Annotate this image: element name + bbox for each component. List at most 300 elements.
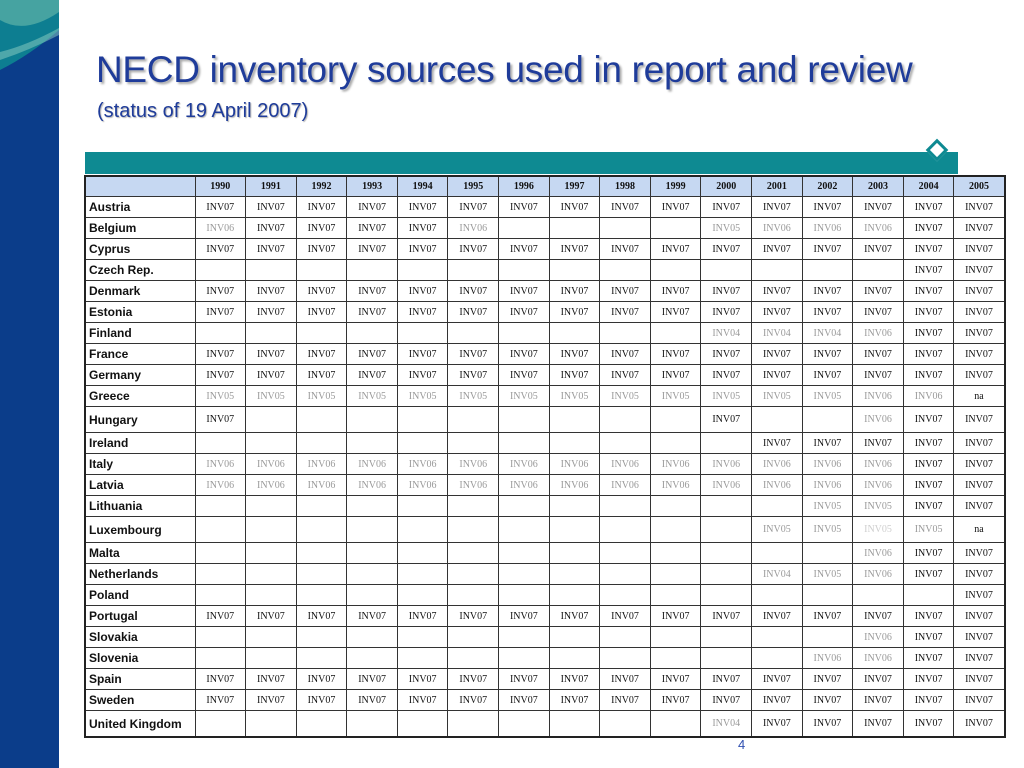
inventory-cell: [296, 407, 347, 433]
inventory-cell: INV05: [347, 386, 398, 407]
inventory-cell: [903, 585, 954, 606]
inventory-cell: [296, 323, 347, 344]
inventory-cell: INV06: [549, 475, 600, 496]
inventory-cell: [448, 564, 499, 585]
country-cell: Czech Rep.: [85, 260, 195, 281]
inventory-cell: [296, 648, 347, 669]
country-cell: Finland: [85, 323, 195, 344]
country-cell: Slovakia: [85, 627, 195, 648]
inventory-cell: [448, 433, 499, 454]
inventory-cell: INV07: [903, 606, 954, 627]
inventory-cell: INV07: [246, 218, 297, 239]
inventory-cell: INV07: [246, 281, 297, 302]
inventory-cell: [347, 543, 398, 564]
inventory-cell: INV07: [954, 564, 1005, 585]
inventory-cell: INV07: [752, 344, 803, 365]
country-cell: Poland: [85, 585, 195, 606]
inventory-cell: INV07: [448, 669, 499, 690]
inventory-cell: INV07: [600, 197, 651, 218]
inventory-cell: [195, 627, 246, 648]
inventory-cell: INV04: [802, 323, 853, 344]
inventory-cell: INV05: [246, 386, 297, 407]
inventory-cell: INV07: [397, 218, 448, 239]
inventory-cell: INV07: [448, 239, 499, 260]
inventory-cell: INV05: [650, 386, 701, 407]
inventory-cell: INV07: [802, 690, 853, 711]
inventory-cell: INV07: [903, 496, 954, 517]
inventory-cell: [549, 323, 600, 344]
year-header-2001: 2001: [752, 176, 803, 197]
inventory-cell: [195, 517, 246, 543]
inventory-cell: [448, 711, 499, 738]
inventory-cell: INV07: [549, 239, 600, 260]
inventory-cell: INV04: [701, 711, 752, 738]
inventory-cell: [397, 517, 448, 543]
inventory-cell: INV07: [701, 302, 752, 323]
inventory-cell: INV07: [600, 281, 651, 302]
inventory-cell: [397, 711, 448, 738]
inventory-cell: INV07: [954, 606, 1005, 627]
country-cell: Austria: [85, 197, 195, 218]
inventory-cell: [600, 496, 651, 517]
country-cell: Estonia: [85, 302, 195, 323]
inventory-cell: [499, 496, 550, 517]
inventory-cell: INV07: [701, 606, 752, 627]
inventory-cell: INV06: [448, 475, 499, 496]
inventory-cell: [246, 564, 297, 585]
slide-subtitle: (status of 19 April 2007): [97, 100, 309, 122]
inventory-cell: INV07: [954, 344, 1005, 365]
inventory-cell: [246, 627, 297, 648]
inventory-cell: [246, 585, 297, 606]
inventory-cell: [195, 585, 246, 606]
inventory-cell: INV07: [499, 281, 550, 302]
inventory-cell: INV07: [195, 365, 246, 386]
year-header-1998: 1998: [600, 176, 651, 197]
inventory-cell: INV07: [853, 606, 904, 627]
inventory-cell: INV05: [195, 386, 246, 407]
header-divider-bar: [85, 152, 958, 174]
inventory-cell: INV07: [903, 323, 954, 344]
inventory-cell: INV07: [499, 239, 550, 260]
inventory-cell: INV06: [296, 475, 347, 496]
inventory-cell: [600, 218, 651, 239]
table-row-czech-rep: [85, 260, 1005, 281]
inventory-cell: [752, 585, 803, 606]
inventory-cell: [701, 627, 752, 648]
inventory-cell: [195, 648, 246, 669]
inventory-cell: INV07: [903, 433, 954, 454]
inventory-cell: INV06: [195, 475, 246, 496]
inventory-cell: INV06: [853, 475, 904, 496]
country-cell: Portugal: [85, 606, 195, 627]
inventory-cell: [549, 564, 600, 585]
inventory-cell: [246, 517, 297, 543]
inventory-table-body: [85, 197, 1005, 738]
inventory-cell: INV07: [347, 302, 398, 323]
inventory-cell: INV07: [954, 648, 1005, 669]
inventory-cell: INV04: [752, 323, 803, 344]
inventory-cell: INV07: [448, 281, 499, 302]
inventory-cell: INV07: [954, 323, 1005, 344]
inventory-cell: [499, 218, 550, 239]
inventory-cell: INV07: [903, 197, 954, 218]
inventory-cell: INV05: [701, 218, 752, 239]
inventory-cell: INV07: [549, 197, 600, 218]
inventory-cell: INV07: [903, 711, 954, 738]
inventory-cell: [296, 433, 347, 454]
inventory-cell: INV06: [549, 454, 600, 475]
inventory-cell: INV06: [448, 218, 499, 239]
inventory-cell: INV07: [954, 669, 1005, 690]
country-cell: Spain: [85, 669, 195, 690]
inventory-cell: INV06: [397, 475, 448, 496]
inventory-cell: [448, 627, 499, 648]
inventory-cell: INV07: [296, 365, 347, 386]
table-row-germany: [85, 365, 1005, 386]
inventory-table: [84, 175, 1006, 738]
inventory-cell: INV07: [347, 218, 398, 239]
inventory-cell: INV07: [650, 690, 701, 711]
inventory-cell: INV05: [752, 386, 803, 407]
inventory-cell: INV07: [954, 475, 1005, 496]
inventory-cell: [752, 627, 803, 648]
inventory-cell: [650, 711, 701, 738]
inventory-cell: INV05: [549, 386, 600, 407]
inventory-cell: INV07: [397, 281, 448, 302]
inventory-cell: INV06: [853, 454, 904, 475]
inventory-cell: INV07: [296, 197, 347, 218]
inventory-cell: INV07: [954, 239, 1005, 260]
inventory-cell: [499, 564, 550, 585]
inventory-cell: INV07: [448, 197, 499, 218]
inventory-cell: [549, 711, 600, 738]
inventory-cell: [650, 407, 701, 433]
inventory-cell: INV06: [347, 475, 398, 496]
inventory-cell: INV07: [752, 365, 803, 386]
inventory-cell: INV07: [903, 627, 954, 648]
table-row-estonia: [85, 302, 1005, 323]
inventory-cell: INV07: [246, 197, 297, 218]
inventory-cell: [195, 543, 246, 564]
inventory-cell: INV07: [650, 239, 701, 260]
inventory-cell: [600, 564, 651, 585]
year-header-2000: 2000: [701, 176, 752, 197]
inventory-cell: [650, 323, 701, 344]
year-header-1991: 1991: [246, 176, 297, 197]
inventory-cell: INV07: [347, 197, 398, 218]
year-header-1992: 1992: [296, 176, 347, 197]
inventory-cell: [600, 543, 651, 564]
inventory-cell: INV07: [853, 690, 904, 711]
inventory-cell: INV07: [296, 302, 347, 323]
inventory-cell: INV07: [954, 365, 1005, 386]
inventory-cell: [347, 585, 398, 606]
inventory-cell: INV07: [752, 281, 803, 302]
inventory-cell: INV07: [903, 239, 954, 260]
inventory-cell: INV05: [752, 517, 803, 543]
inventory-cell: INV05: [802, 564, 853, 585]
inventory-cell: INV07: [802, 302, 853, 323]
inventory-cell: [600, 407, 651, 433]
table-row-latvia: [85, 475, 1005, 496]
inventory-cell: [701, 496, 752, 517]
inventory-cell: INV06: [397, 454, 448, 475]
country-cell: Germany: [85, 365, 195, 386]
inventory-cell: INV07: [650, 365, 701, 386]
inventory-cell: INV05: [853, 517, 904, 543]
inventory-table-container: [84, 175, 1004, 738]
inventory-cell: INV06: [853, 543, 904, 564]
inventory-cell: [448, 648, 499, 669]
inventory-cell: [499, 407, 550, 433]
inventory-cell: [347, 711, 398, 738]
inventory-cell: INV05: [600, 386, 651, 407]
inventory-cell: [347, 260, 398, 281]
inventory-cell: INV07: [650, 606, 701, 627]
inventory-cell: INV07: [903, 407, 954, 433]
inventory-cell: [802, 627, 853, 648]
inventory-cell: [549, 648, 600, 669]
inventory-cell: INV07: [246, 690, 297, 711]
inventory-cell: INV07: [195, 669, 246, 690]
inventory-cell: INV07: [802, 197, 853, 218]
country-cell: Greece: [85, 386, 195, 407]
inventory-cell: [499, 711, 550, 738]
inventory-cell: INV07: [853, 197, 904, 218]
inventory-cell: INV07: [549, 344, 600, 365]
inventory-cell: [650, 496, 701, 517]
inventory-cell: [246, 711, 297, 738]
inventory-cell: [195, 260, 246, 281]
inventory-cell: INV07: [195, 407, 246, 433]
inventory-cell: [650, 564, 701, 585]
inventory-cell: INV07: [448, 690, 499, 711]
inventory-cell: [802, 260, 853, 281]
inventory-cell: INV07: [347, 239, 398, 260]
inventory-cell: [347, 627, 398, 648]
inventory-cell: [650, 433, 701, 454]
inventory-cell: INV06: [802, 648, 853, 669]
inventory-cell: INV07: [600, 606, 651, 627]
inventory-cell: INV07: [296, 606, 347, 627]
inventory-cell: [701, 543, 752, 564]
inventory-cell: [397, 564, 448, 585]
inventory-cell: [296, 517, 347, 543]
inventory-cell: INV07: [903, 543, 954, 564]
year-header-2002: 2002: [802, 176, 853, 197]
inventory-cell: INV07: [802, 365, 853, 386]
inventory-cell: INV06: [853, 407, 904, 433]
inventory-cell: [246, 407, 297, 433]
inventory-cell: [600, 648, 651, 669]
inventory-cell: INV07: [752, 433, 803, 454]
inventory-cell: [650, 585, 701, 606]
inventory-cell: INV07: [397, 344, 448, 365]
inventory-cell: [347, 407, 398, 433]
inventory-cell: INV07: [499, 606, 550, 627]
inventory-cell: INV07: [853, 365, 904, 386]
inventory-cell: INV07: [448, 344, 499, 365]
inventory-cell: INV04: [752, 564, 803, 585]
inventory-cell: INV06: [853, 627, 904, 648]
inventory-cell: INV07: [600, 669, 651, 690]
inventory-cell: [195, 496, 246, 517]
inventory-cell: INV07: [701, 281, 752, 302]
inventory-cell: INV07: [954, 407, 1005, 433]
inventory-cell: INV07: [853, 302, 904, 323]
inventory-cell: [499, 323, 550, 344]
year-header-2004: 2004: [903, 176, 954, 197]
inventory-cell: [600, 260, 651, 281]
inventory-cell: [650, 543, 701, 564]
year-header-row: [85, 176, 1005, 197]
inventory-cell: [246, 496, 297, 517]
inventory-cell: [397, 323, 448, 344]
inventory-cell: INV07: [246, 344, 297, 365]
inventory-cell: INV07: [853, 281, 904, 302]
inventory-cell: INV07: [802, 669, 853, 690]
year-header-2005: 2005: [954, 176, 1005, 197]
table-row-slovenia: [85, 648, 1005, 669]
inventory-cell: INV07: [296, 218, 347, 239]
inventory-cell: [448, 517, 499, 543]
year-header-1994: 1994: [397, 176, 448, 197]
inventory-cell: INV07: [195, 606, 246, 627]
inventory-cell: INV07: [752, 690, 803, 711]
table-row-denmark: [85, 281, 1005, 302]
inventory-cell: INV07: [903, 218, 954, 239]
inventory-cell: [499, 648, 550, 669]
inventory-cell: [246, 260, 297, 281]
inventory-cell: INV07: [448, 606, 499, 627]
inventory-cell: INV07: [549, 669, 600, 690]
inventory-cell: INV05: [802, 386, 853, 407]
inventory-cell: INV06: [448, 454, 499, 475]
inventory-cell: [600, 627, 651, 648]
inventory-cell: INV07: [954, 690, 1005, 711]
inventory-cell: INV07: [549, 365, 600, 386]
inventory-cell: INV06: [853, 323, 904, 344]
inventory-cell: [650, 648, 701, 669]
inventory-cell: [549, 407, 600, 433]
inventory-cell: [650, 517, 701, 543]
inventory-cell: [650, 218, 701, 239]
inventory-cell: INV07: [954, 218, 1005, 239]
inventory-cell: [448, 323, 499, 344]
inventory-cell: [296, 496, 347, 517]
year-header-1996: 1996: [499, 176, 550, 197]
inventory-cell: INV06: [752, 218, 803, 239]
inventory-cell: [448, 260, 499, 281]
table-row-france: [85, 344, 1005, 365]
inventory-cell: INV07: [549, 690, 600, 711]
table-row-poland: [85, 585, 1005, 606]
table-row-austria: [85, 197, 1005, 218]
inventory-cell: INV06: [701, 475, 752, 496]
inventory-cell: INV07: [195, 197, 246, 218]
inventory-cell: na: [954, 386, 1005, 407]
inventory-cell: INV07: [853, 669, 904, 690]
inventory-cell: INV07: [246, 669, 297, 690]
table-row-netherlands: [85, 564, 1005, 585]
table-row-united-kingdom: [85, 711, 1005, 738]
inventory-cell: [802, 585, 853, 606]
inventory-cell: INV07: [954, 585, 1005, 606]
inventory-cell: INV07: [954, 454, 1005, 475]
inventory-cell: INV07: [752, 606, 803, 627]
inventory-cell: INV07: [752, 197, 803, 218]
inventory-cell: INV07: [347, 365, 398, 386]
inventory-cell: [549, 260, 600, 281]
table-row-slovakia: [85, 627, 1005, 648]
inventory-cell: [246, 648, 297, 669]
inventory-cell: INV06: [853, 218, 904, 239]
inventory-cell: [499, 260, 550, 281]
inventory-cell: INV07: [499, 302, 550, 323]
inventory-cell: INV07: [903, 365, 954, 386]
inventory-cell: INV05: [701, 386, 752, 407]
inventory-cell: [347, 433, 398, 454]
inventory-cell: [549, 496, 600, 517]
inventory-cell: INV07: [397, 365, 448, 386]
inventory-cell: [752, 407, 803, 433]
inventory-cell: INV07: [701, 197, 752, 218]
country-cell: France: [85, 344, 195, 365]
inventory-cell: INV07: [195, 281, 246, 302]
inventory-cell: [246, 323, 297, 344]
inventory-cell: INV06: [853, 648, 904, 669]
inventory-cell: [499, 433, 550, 454]
inventory-cell: [448, 407, 499, 433]
inventory-cell: [296, 543, 347, 564]
table-row-spain: [85, 669, 1005, 690]
inventory-cell: INV05: [802, 517, 853, 543]
inventory-cell: INV07: [549, 281, 600, 302]
inventory-cell: INV07: [954, 711, 1005, 738]
inventory-cell: INV07: [802, 344, 853, 365]
inventory-cell: [549, 543, 600, 564]
inventory-cell: INV07: [347, 690, 398, 711]
table-row-belgium: [85, 218, 1005, 239]
inventory-cell: INV05: [802, 496, 853, 517]
inventory-cell: INV07: [296, 690, 347, 711]
inventory-cell: INV07: [600, 690, 651, 711]
inventory-cell: na: [954, 517, 1005, 543]
year-header-1997: 1997: [549, 176, 600, 197]
inventory-cell: INV07: [903, 564, 954, 585]
inventory-cell: INV07: [650, 669, 701, 690]
inventory-cell: [650, 260, 701, 281]
inventory-cell: INV06: [246, 475, 297, 496]
inventory-cell: INV07: [600, 239, 651, 260]
inventory-cell: [397, 260, 448, 281]
inventory-cell: INV07: [347, 281, 398, 302]
inventory-cell: INV07: [397, 669, 448, 690]
inventory-cell: INV07: [499, 690, 550, 711]
inventory-cell: INV07: [853, 433, 904, 454]
table-row-luxembourg: [85, 517, 1005, 543]
inventory-cell: [701, 585, 752, 606]
inventory-cell: INV07: [903, 302, 954, 323]
inventory-cell: [195, 433, 246, 454]
inventory-cell: INV07: [903, 648, 954, 669]
inventory-cell: INV07: [650, 302, 701, 323]
inventory-cell: [701, 517, 752, 543]
inventory-cell: INV07: [195, 302, 246, 323]
inventory-cell: INV07: [499, 669, 550, 690]
inventory-cell: [397, 627, 448, 648]
